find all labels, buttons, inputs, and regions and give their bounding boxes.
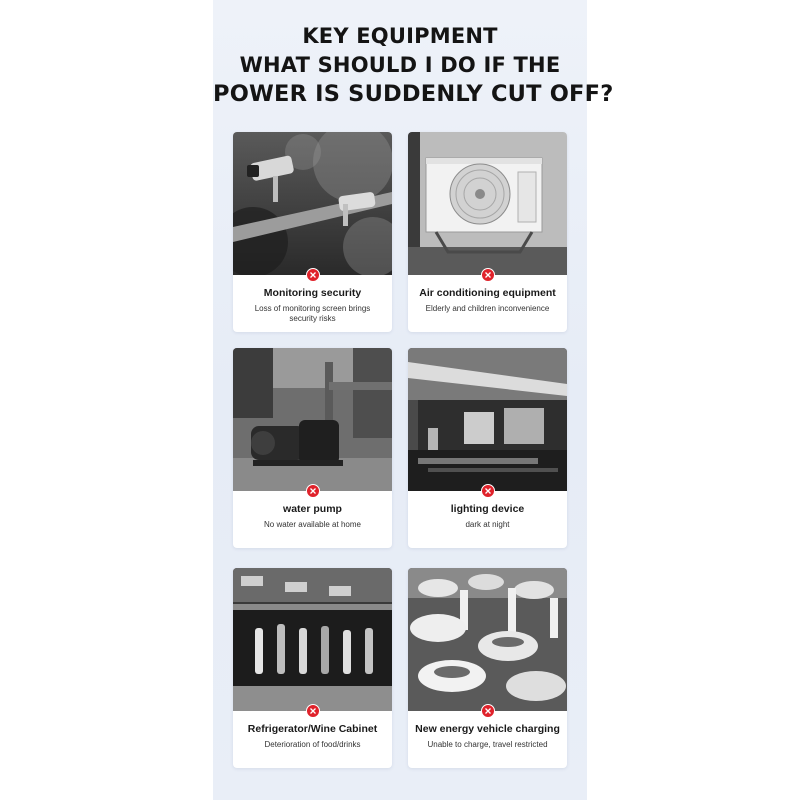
ev-charging-photo	[408, 568, 567, 711]
lit-house-photo	[408, 348, 567, 491]
x-mark-icon	[306, 268, 320, 282]
card-lighting-device	[408, 348, 567, 548]
card-title: water pump	[283, 503, 342, 515]
card-title: Air conditioning equipment	[419, 287, 556, 299]
card-water-pump	[233, 348, 392, 548]
card-ev-charging	[408, 568, 567, 768]
x-mark-icon	[481, 268, 495, 282]
page-heading	[213, 22, 614, 109]
x-mark-icon	[481, 704, 495, 718]
card-title: Refrigerator/Wine Cabinet	[247, 723, 378, 735]
infographic-panel	[213, 0, 614, 800]
card-description: Elderly and children inconvenience	[425, 304, 550, 313]
x-mark-icon	[306, 704, 320, 718]
card-description: Loss of monitoring screen brings security risks	[254, 304, 371, 323]
card-description: Unable to charge, travel restricted	[427, 740, 548, 749]
heading-line-2: WHAT SHOULD I DO IF THE	[239, 53, 561, 77]
card-description: Deterioration of food/drinks	[264, 740, 361, 749]
card-monitoring-security	[233, 132, 392, 332]
card-description: No water available at home	[264, 520, 361, 529]
water-pump-photo	[233, 348, 392, 491]
card-title: Monitoring security	[263, 287, 362, 299]
card-refrigerator-wine-cabinet	[233, 568, 392, 768]
card-air-conditioning	[408, 132, 567, 332]
x-mark-icon	[481, 484, 495, 498]
heading-line-3: POWER IS SUDDENLY CUT OFF?	[213, 81, 614, 107]
card-description: dark at night	[465, 520, 510, 529]
wine-cabinet-photo	[233, 568, 392, 711]
x-mark-icon	[306, 484, 320, 498]
card-title: lighting device	[450, 503, 525, 515]
air-conditioner-photo	[408, 132, 567, 275]
security-camera-photo	[233, 132, 392, 275]
heading-line-1: KEY EQUIPMENT	[302, 24, 498, 48]
card-title: New energy vehicle charging	[415, 723, 560, 735]
